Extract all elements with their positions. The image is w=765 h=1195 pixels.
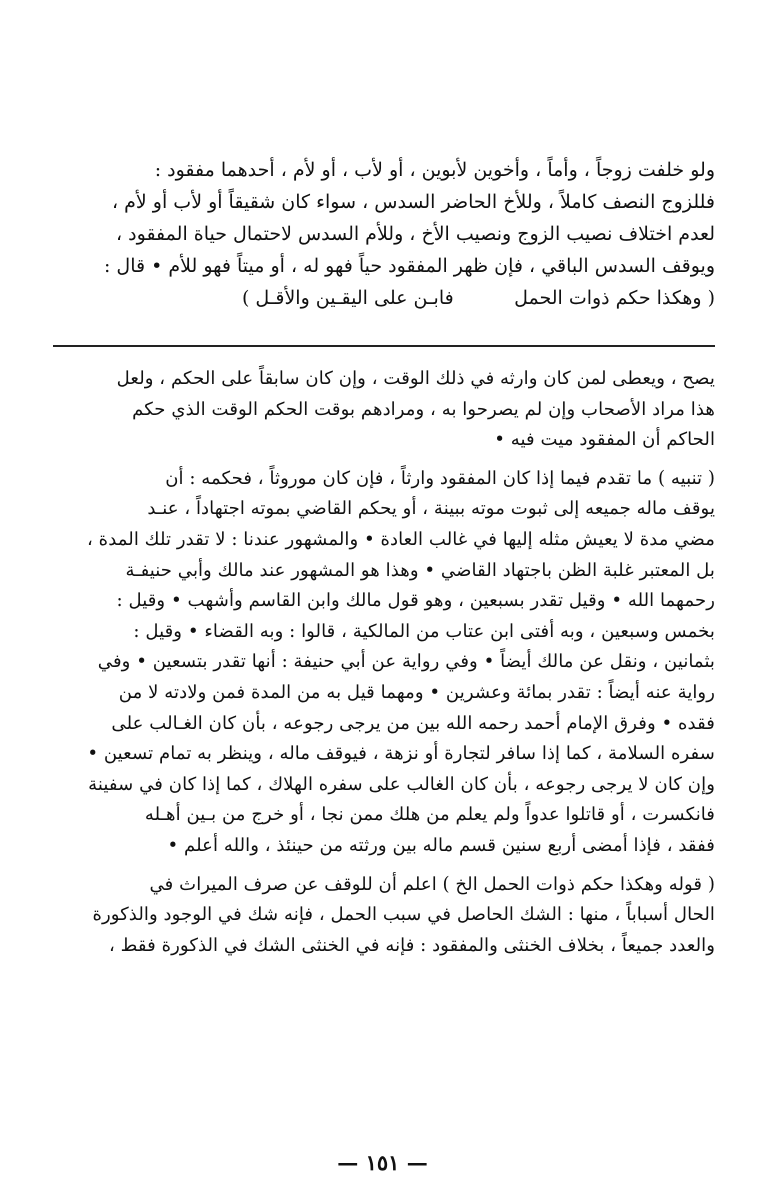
footnote-paragraph-2 <box>47 464 715 862</box>
footnote-line: سفره السلامة ، كما إذا سافر لتجارة أو نزهة ، فيوقف ماله ، وينظر به تمام تسعين • <box>87 743 715 765</box>
main-line: ويوقف السدس الباقي ، فإن ظهر المفقود حياً فهو له ، أو ميتاً فهو للأم • قال : <box>103 255 715 277</box>
footnote-separator <box>53 345 715 347</box>
footnote-line: رحمهما الله • وقيل تقدر بسبعين ، وهو قول مالك وابن القاسم وأشهب • وقيل : <box>116 590 715 612</box>
paragraph-gap <box>47 456 715 464</box>
footnote-line: وإن كان لا يرجى رجوعه ، بأن كان الغالب على سفره الهلاك ، كما إذا كان في سفينة <box>88 773 715 795</box>
footnote-line: فانكسرت ، أو قاتلوا عدواً ولم يعلم من هلك ممن نجا ، أو خرج من بـين أهـله <box>144 804 715 826</box>
footnote-line: يوقف ماله جميعه إلى ثبوت موته ببينة ، أو يحكم القاضي بموته اجتهاداً ، عنـد <box>147 498 715 520</box>
main-line: ولو خلفت زوجاً ، وأماً ، وأخوين لأبوين ، أو لأب ، أو لأم ، أحدهما مفقود : <box>154 159 715 181</box>
footnote-line: رواية عنه أيضاً : تقدر بمائة وعشرين • ومهما قيل به من المدة فمن ولادته لا من <box>118 681 715 703</box>
footnote-line: فقده • وفرق الإمام أحمد رحمه الله بين من يرجى رجوعه ، بأن كان الغـالب على <box>111 712 715 734</box>
main-text <box>47 154 715 314</box>
main-line: لعدم اختلاف نصيب الزوج ونصيب الأخ ، وللأم السدس لاحتمال حياة المفقود ، <box>116 223 715 245</box>
paragraph-gap <box>47 862 715 870</box>
footnote-line: بل المعتبر غلبة الظن باجتهاد القاضي • وهذا هو المشهور عند مالك وأبي حنيفـة <box>125 559 715 581</box>
page-number: — ١٥١ — <box>337 1150 428 1175</box>
footnote-line: مضي مدة لا يعيش مثله إليها في غالب العادة • والمشهور عندنا : لا تقدر تلك المدة ، <box>87 528 715 550</box>
footnote-paragraph-1 <box>47 364 715 456</box>
verse-line: ( وهكذا حكم ذوات الحمل فابـن على اليقـين والأقـل ) <box>241 287 715 309</box>
footnote-line: بخمس وسبعين ، وبه أفتى ابن عتاب من المالكية ، قالوا : وبه القضاء • وقيل : <box>133 620 715 642</box>
footnote-line: والعدد جميعاً ، بخلاف الخنثى والمفقود : فإنه في الخنثى الشك في الذكورة فقط ، <box>109 934 715 956</box>
footnote-paragraph-3 <box>47 870 715 962</box>
footnote-line: هذا مراد الأصحاب وإن لم يصرحوا به ، ومرادهم بوقت الحكم الوقت الذي حكم <box>132 398 715 420</box>
footnote-line: ( تنبيه ) ما تقدم فيما إذا كان المفقود وارثاً ، فإن كان موروثاً ، فحكمه : أن <box>165 467 715 489</box>
footnote-line: يصح ، ويعطى لمن كان وارثه في ذلك الوقت ، وإن كان سابقاً على الحكم ، ولعل <box>116 368 715 389</box>
footnote-line: بثمانين ، ونقل عن مالك أيضاً • وفي رواية عن أبي حنيفة : أنها تقدر بتسعين • وفي <box>97 651 715 673</box>
footnote-line: ففقد ، فإذا أمضى أربع سنين قسم ماله بين ورثته من حينئذ ، والله أعلم • <box>167 834 715 856</box>
main-line: فللزوج النصف كاملاً ، وللأخ الحاضر السدس ، سواء كان شقيقاً أو لأب أو لأم ، <box>112 191 715 213</box>
footnote-line: الحاكم أن المفقود ميت فيه • <box>494 429 715 451</box>
footnote-text <box>47 364 715 961</box>
footnote-line: الحال أسباباً ، منها : الشك الحاصل في سبب الحمل ، فإنه شك في الوجود والذكورة <box>92 904 715 926</box>
footnote-line: ( قوله وهكذا حكم ذوات الحمل الخ ) اعلم أن للوقف عن صرف الميراث في <box>149 873 715 895</box>
